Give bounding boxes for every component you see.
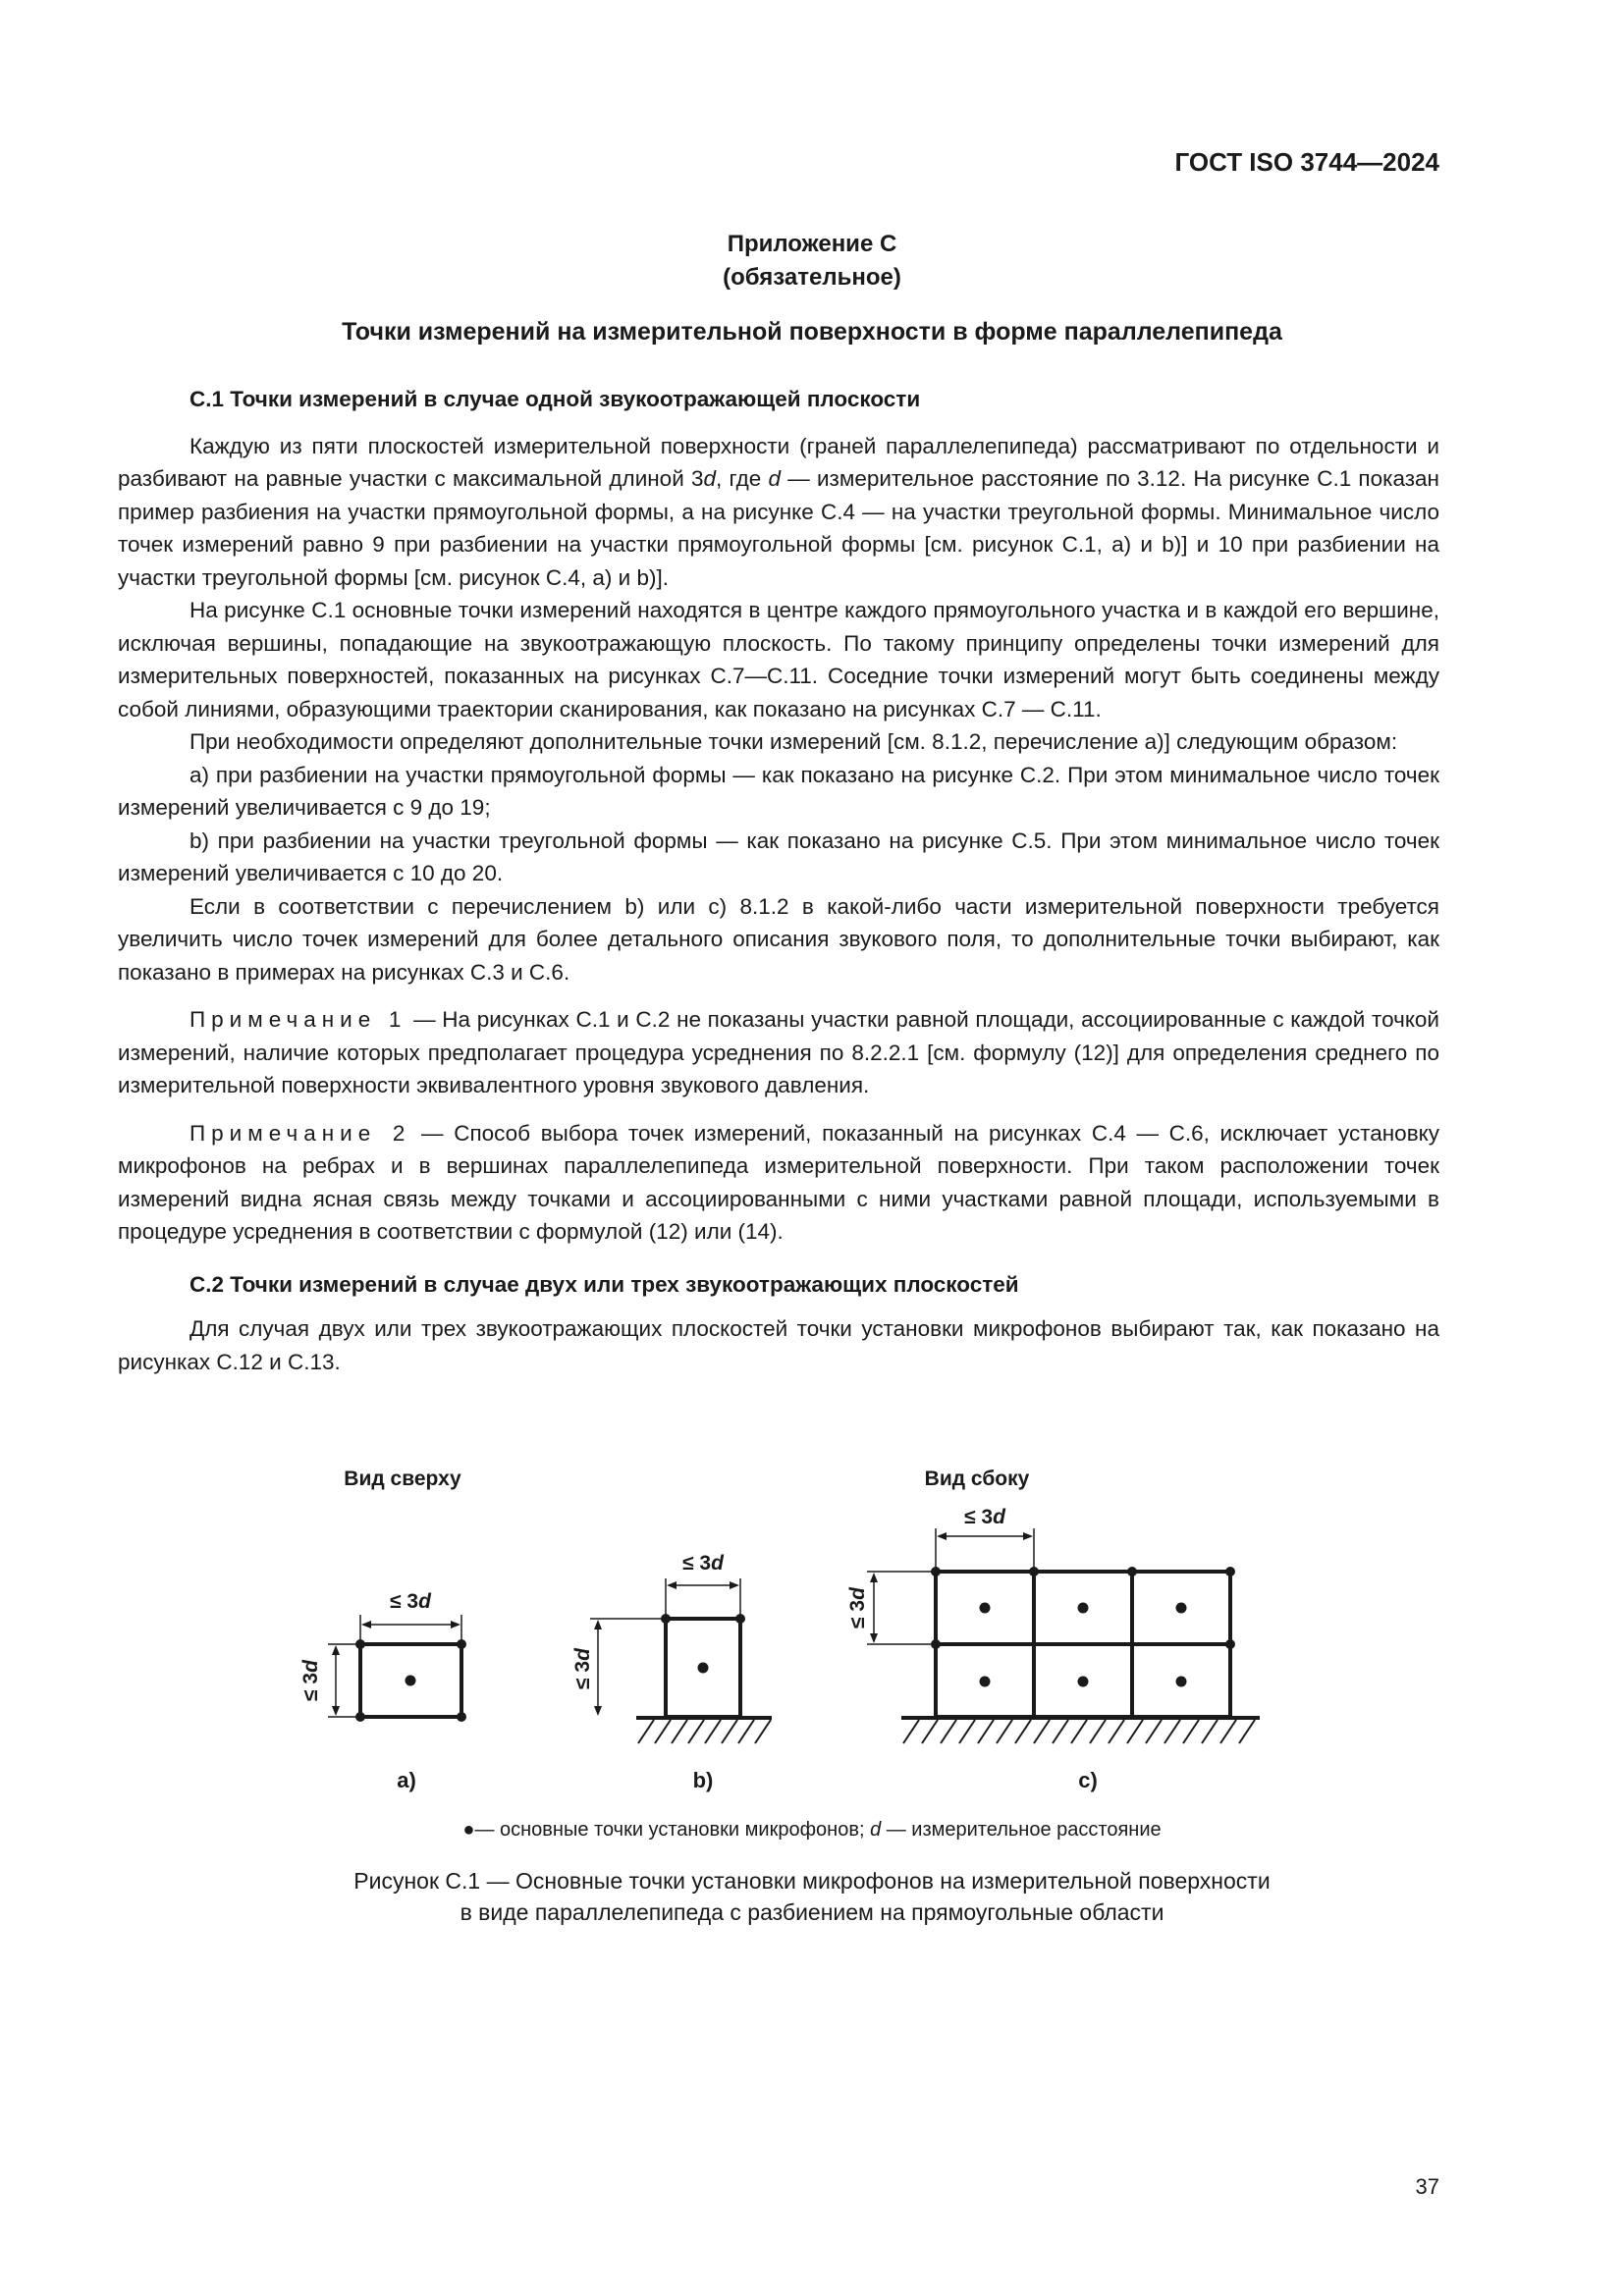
view-top-label: Вид сверху bbox=[344, 1468, 461, 1490]
dim-label-a-left: ≤ 3d bbox=[299, 1660, 322, 1701]
section-c1-heading: С.1 Точки измерений в случае одной звукоотражающей плоскости bbox=[189, 387, 921, 411]
note-2-label: Примечание 2 bbox=[189, 1120, 411, 1146]
section-c2-heading: С.2 Точки измерений в случае двух или трех звукоотражающих плоскостей bbox=[189, 1271, 1019, 1297]
note-1-text: — На рисунках С.1 и С.2 не показаны участки равной площади, ассоциированные с каждой точкой измерений, наличие которых предполагает процедура усреднения по 8.2.2.1 [см. формулу (12)] для определения среднего по измерительной поверхности эквивалентного уровня звукового давления. bbox=[118, 1007, 1439, 1097]
list-item-b: b) при разбиении на участки треугольной формы — как показано на рисунке С.5. При этом минимальное число точек измерений увеличивается с 10 до 20. bbox=[118, 828, 1439, 885]
c2-paragraph-1: Для случая двух или трех звукоотражающих плоскостей точки установки микрофонов выбирают так, как показано на рисунках С.12 и С.13. bbox=[118, 1316, 1439, 1374]
note-2-text: — Способ выбора точек измерений, показанный на рисунках С.4 — С.6, исключает установку микрофонов на ребрах и в вершинах параллелепипеда измерительной поверхности. При таком расположении точек измерений видна ясная связь между точками и ассоциированными с ними участками равной площади, используемыми в процедуре усреднения в соответствии с формулой (12) или (14). bbox=[118, 1120, 1439, 1244]
note-1 bbox=[118, 1003, 1439, 1102]
subfigure-label-a: а) bbox=[397, 1768, 416, 1792]
p1-var-d: d bbox=[703, 466, 717, 491]
paragraph-1 bbox=[118, 430, 1439, 595]
dim-label-b-top: ≤ 3d bbox=[682, 1552, 724, 1575]
paragraph-6: Если в соответствии с перечислением b) или с) 8.1.2 в какой-либо части измерительной поверхности требуется увеличить число точек измерений для более детального описания звукового поля, то дополнительные точки выбирают, как показано в примерах на рисунках С.3 и С.6. bbox=[118, 893, 1439, 985]
subfigure-label-c: c) bbox=[1078, 1768, 1098, 1792]
p1-text-b: , где bbox=[716, 466, 769, 491]
figure-c1 bbox=[0, 1468, 1624, 1841]
caption-line-1: Рисунок С.1 — Основные точки установки микрофонов на измерительной поверхности bbox=[353, 1868, 1271, 1894]
bullet-icon: ● bbox=[462, 1819, 475, 1841]
annex-label bbox=[0, 228, 1624, 294]
caption-line-2: в виде параллелепипеда с разбиением на прямоугольные области bbox=[460, 1899, 1164, 1925]
section-c1 bbox=[118, 383, 1439, 1378]
legend-text-b: — измерительное расстояние bbox=[881, 1819, 1162, 1841]
annex-heading: Точки измерений на измерительной поверхности в форме параллелепипеда bbox=[342, 318, 1282, 346]
page-number: 37 bbox=[1415, 2174, 1439, 2199]
legend-text-a: — основные точки установки микрофонов; bbox=[474, 1819, 871, 1841]
figure-legend bbox=[0, 1819, 1624, 1842]
view-side-label: Вид сбоку bbox=[924, 1468, 1030, 1490]
dim-label-b-left: ≤ 3d bbox=[571, 1648, 594, 1689]
note-2 bbox=[118, 1117, 1439, 1249]
p1-var-d2: d bbox=[768, 466, 782, 491]
dim-label-c-left: ≤ 3d bbox=[846, 1587, 869, 1629]
annex-status: (обязательное) bbox=[723, 264, 901, 291]
p1-text-c: — измерительное расстояние по 3.12. На рисунке С.1 показан пример разбиения на участки прямоугольной формы, а на рисунке С.4 — на участки треугольной формы. Минимальное число точек измерений равно 9 при разбиении на участки прямоугольной формы [см. рисунок С.1, а) и b)] и 10 при разбиении на участки треугольной формы [см. рисунок С.4, а) и b)]. bbox=[118, 466, 1439, 590]
paragraph-2: На рисунке С.1 основные точки измерений находятся в центре каждого прямоугольного участка и в каждой его вершине, исключая вершины, попадающие на звукоотражающую плоскость. По такому принципу определены точки измерений для измерительных поверхностей, показанных на рисунках С.7—С.11. Соседние точки измерений могут быть соединены между собой линиями, образующими траектории сканирования, как показано на рисунках С.7 — С.11. bbox=[118, 598, 1439, 721]
paragraph-3: При необходимости определяют дополнительные точки измерений [см. 8.1.2, перечисление а)] следующим образом: bbox=[189, 729, 1398, 754]
note-1-label: Примечание 1 bbox=[189, 1007, 407, 1032]
subfigure-label-b: b) bbox=[692, 1768, 714, 1792]
figure-caption bbox=[0, 1865, 1624, 1928]
dim-label-c-top: ≤ 3d bbox=[964, 1506, 1005, 1528]
dim-label-a-top: ≤ 3d bbox=[390, 1590, 431, 1613]
ground-hatching bbox=[638, 1720, 1255, 1743]
annex-title: Приложение С bbox=[727, 231, 897, 257]
list-item-a: а) при разбиении на участки прямоугольной формы — как показано на рисунке С.2. При этом минимальное число точек измерений увеличивается с 9 до 19; bbox=[118, 762, 1439, 820]
legend-var: d bbox=[870, 1819, 882, 1841]
document-header: ГОСТ ISO 3744—2024 bbox=[1174, 147, 1439, 177]
p1-text-a: Каждую из пяти плоскостей измерительной поверхности (граней параллелепипеда) рассматривают по отдельности и разбивают на равные участки с максимальной длиной 3 bbox=[118, 433, 1439, 491]
